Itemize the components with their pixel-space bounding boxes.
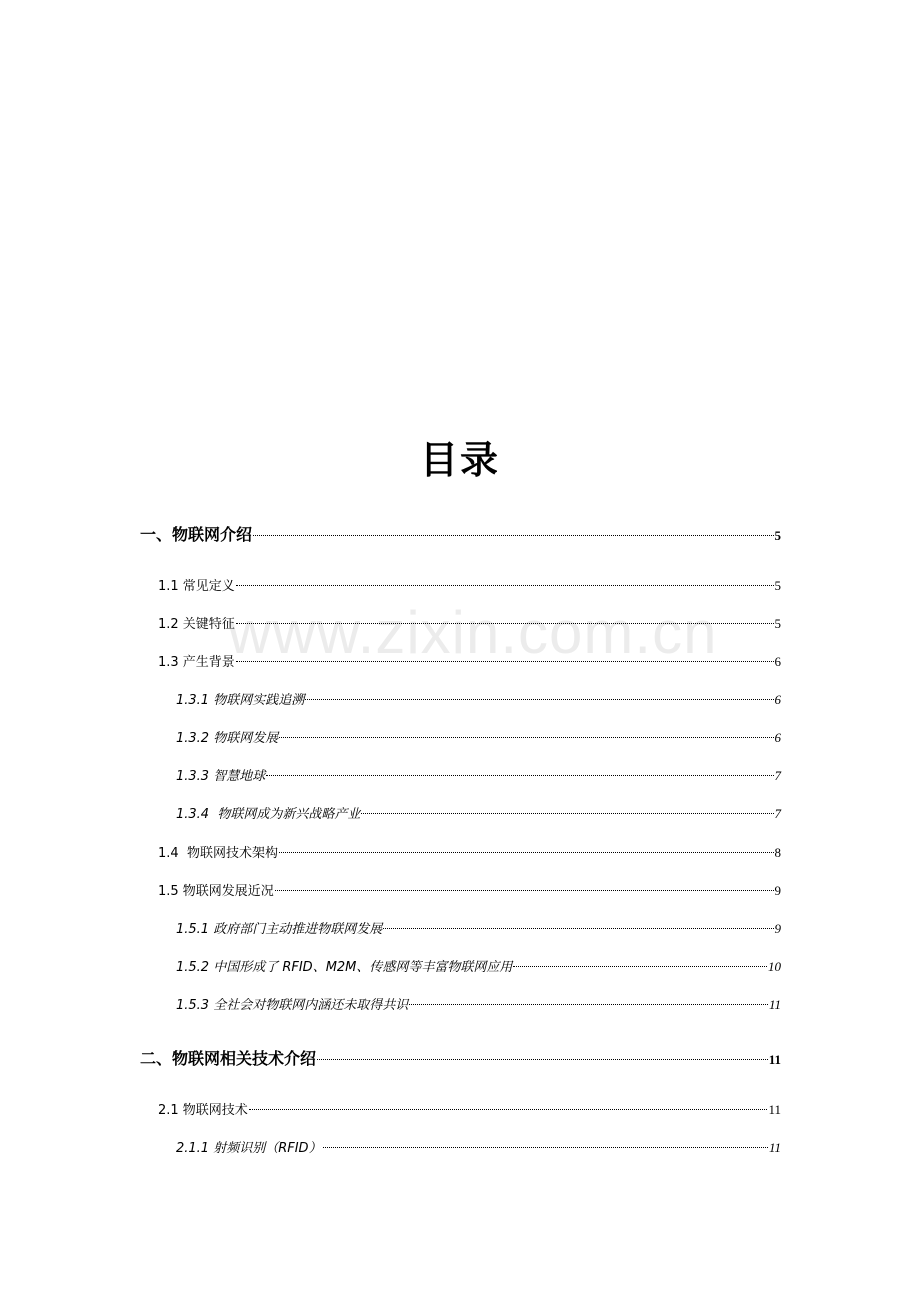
toc-page-number: 5 xyxy=(774,578,781,593)
dot-leader xyxy=(266,775,773,776)
toc-page-number: 6 xyxy=(774,730,781,745)
dot-leader xyxy=(317,1059,768,1060)
toc-entry-label: 2.1.1 射频识别（RFID） xyxy=(176,1141,322,1156)
toc-page-number: 6 xyxy=(774,692,781,707)
toc-page-number: 10 xyxy=(768,959,781,974)
toc-page-number: 11 xyxy=(768,1052,781,1067)
toc-entry-label: 1.3.2 物联网发展 xyxy=(176,731,279,746)
toc-entry-1-4[interactable] xyxy=(158,842,781,864)
watermark: www.zixin.com.cn xyxy=(228,599,718,666)
dot-leader xyxy=(236,623,774,624)
toc-entry-2-1[interactable] xyxy=(158,1099,781,1121)
toc-page-number: 9 xyxy=(774,921,781,936)
toc-entry-label: 1.3.1 物联网实践追溯 xyxy=(176,693,305,708)
toc-entry-1-5-2[interactable] xyxy=(176,956,781,978)
toc-entry-label: 1.3.4 物联网成为新兴战略产业 xyxy=(176,807,361,822)
toc-page-number: 11 xyxy=(768,1140,781,1155)
toc-page-number: 9 xyxy=(774,883,781,898)
toc-entry-label: 1.3.3 智慧地球 xyxy=(176,769,266,784)
toc-entry-label: 1.5.2 中国形成了 RFID、M2M、传感网等丰富物联网应用 xyxy=(176,960,513,975)
toc-entry-1-5-3[interactable] xyxy=(176,994,781,1016)
toc-entry-label: 一、物联网介绍 xyxy=(140,525,253,544)
toc-entry-1-3-3[interactable] xyxy=(176,765,781,787)
toc-entry-label: 1.2 关键特征 xyxy=(158,617,235,632)
toc-entry-1-3-4[interactable] xyxy=(176,803,781,825)
toc-entry-label: 1.3 产生背景 xyxy=(158,655,235,670)
toc-entry-1-3-2[interactable] xyxy=(176,727,781,749)
dot-leader xyxy=(249,1109,768,1110)
dot-leader xyxy=(323,1147,768,1148)
dot-leader xyxy=(513,966,767,967)
dot-leader xyxy=(236,585,774,586)
toc-entry-1-1[interactable] xyxy=(158,575,781,597)
dot-leader xyxy=(383,928,773,929)
dot-leader xyxy=(305,699,773,700)
toc-page-number: 11 xyxy=(768,997,781,1012)
toc-entry-1-5-1[interactable] xyxy=(176,918,781,940)
dot-leader xyxy=(279,737,773,738)
toc-entry-chapter-2[interactable] xyxy=(140,1046,781,1068)
toc-page-number: 7 xyxy=(774,768,781,783)
toc-entry-2-1-1[interactable] xyxy=(176,1137,781,1159)
toc-entry-1-5[interactable] xyxy=(158,880,781,902)
toc-entry-label: 二、物联网相关技术介绍 xyxy=(140,1049,317,1068)
toc-entry-1-2[interactable] xyxy=(158,613,781,635)
toc-entry-label: 1.5 物联网发展近况 xyxy=(158,884,274,899)
toc-page-number: 6 xyxy=(774,654,781,669)
dot-leader xyxy=(361,813,773,814)
toc-entry-label: 2.1 物联网技术 xyxy=(158,1103,248,1118)
dot-leader xyxy=(236,661,774,662)
toc-page-number: 5 xyxy=(774,616,781,631)
toc-entry-1-3-1[interactable] xyxy=(176,689,781,711)
toc-entry-label: 1.5.1 政府部门主动推进物联网发展 xyxy=(176,922,383,937)
dot-leader xyxy=(275,890,774,891)
toc-entry-chapter-1[interactable] xyxy=(140,522,781,544)
toc-entry-label: 1.5.3 全社会对物联网内涵还未取得共识 xyxy=(176,998,409,1013)
toc-entry-label: 1.4 物联网技术架构 xyxy=(158,846,278,861)
toc-page-number: 11 xyxy=(768,1102,781,1117)
toc-page-number: 5 xyxy=(774,528,781,543)
dot-leader xyxy=(253,535,773,536)
toc-entry-1-3[interactable] xyxy=(158,651,781,673)
toc-page-number: 7 xyxy=(774,806,781,821)
dot-leader xyxy=(409,1004,768,1005)
page-title: 目录 xyxy=(419,438,500,482)
toc-entry-label: 1.1 常见定义 xyxy=(158,579,235,594)
dot-leader xyxy=(279,852,774,853)
toc-page-number: 8 xyxy=(774,845,781,860)
